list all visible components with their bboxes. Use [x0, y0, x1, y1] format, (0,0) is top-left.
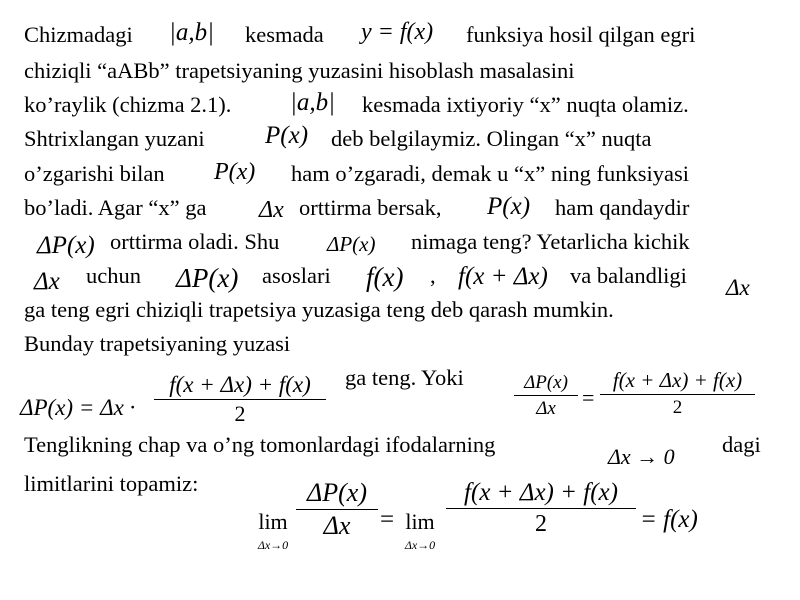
limit-operator [400, 511, 440, 551]
text-line-7-b: nimaga teng? Yetarlicha kichik [411, 229, 690, 254]
equation-3-right-denominator: 2 [535, 511, 547, 537]
limit-subscript: Δx→0 [404, 538, 436, 552]
limit-word: lim [405, 509, 435, 534]
fraction-bar [446, 508, 636, 509]
formula-P-x: P(x) [214, 159, 256, 185]
text-line-4-b: deb belgilaymiz. Olingan “x” nuqta [331, 126, 652, 151]
equals-sign: = [380, 506, 395, 533]
text-line-8-c: , [430, 263, 436, 288]
formula-P-x: P(x) [487, 193, 531, 220]
function-y-equals-fx: y = f(x) [361, 19, 434, 45]
fraction-bar [514, 395, 578, 396]
text-line-1-b: kesmada [245, 22, 324, 47]
equation-3-left-fraction [296, 480, 378, 539]
text-line-6-b: orttirma bersak, [299, 195, 442, 220]
fraction-bar [296, 509, 378, 510]
text-line-2: chiziqli “aABb” trapetsiyaning yuzasini hisoblash masalasini [24, 58, 575, 83]
equation-3-result: = f(x) [640, 506, 698, 533]
equation-2-right-denominator: 2 [672, 397, 683, 418]
formula-delta-x: Δx [34, 268, 60, 295]
equation-3-right-numerator: f(x + Δx) + f(x) [464, 479, 618, 506]
limit-word: lim [258, 509, 288, 534]
formula-delta-P-x: ΔP(x) [176, 263, 239, 293]
formula-f-x-plus-delta-x: f(x + Δx) [458, 263, 548, 290]
text-line-1-a: Chizmadagi [24, 22, 133, 47]
text-line-1-c: funksiya hosil qilgan egri [466, 22, 696, 47]
text-line-7-a: orttirma oladi. Shu [110, 229, 280, 254]
limit-subscript: Δx→0 [257, 538, 289, 552]
text-line-6-a: bo’ladi. Agar “x” ga [24, 195, 207, 220]
text-line-8-b: asoslari [262, 263, 331, 288]
limit-operator [253, 511, 293, 551]
equation-3-right-fraction [446, 480, 636, 536]
formula-delta-P-x: ΔP(x) [327, 232, 376, 256]
equation-1-numerator: f(x + Δx) + f(x) [169, 372, 311, 397]
formula-delta-x: Δx [726, 275, 750, 300]
text-line-9: ga teng egri chiziqli trapetsiya yuzasiga teng deb qarash mumkin. [24, 297, 614, 322]
text-line-10: Bunday trapetsiyaning yuzasi [24, 331, 291, 356]
text-line-4-a: Shtrixlangan yuzani [24, 126, 205, 151]
text-line-6-c: ham qandaydir [555, 195, 690, 220]
formula-f-x: f(x) [366, 262, 404, 292]
equation-1-lhs: ΔP(x) = Δx · [20, 395, 136, 420]
equation-2-right-fraction [600, 370, 755, 417]
text-line-13: limitlarini topamiz: [24, 471, 199, 496]
text-line-11: ga teng. Yoki [345, 365, 464, 390]
formula-P-x: P(x) [265, 122, 309, 149]
segment-ab: |a,b| [169, 19, 214, 46]
fraction-bar [154, 399, 326, 400]
equation-2-numerator: ΔP(x) [524, 372, 568, 393]
text-line-5-a: o’zgarishi bilan [24, 161, 165, 186]
equation-3-numerator: ΔP(x) [307, 478, 367, 507]
formula-delta-x: Δx [259, 197, 284, 223]
formula-delta-P-x: ΔP(x) [37, 232, 95, 259]
text-line-3-a: ko’raylik (chizma 2.1). [24, 92, 232, 117]
equation-1-denominator: 2 [234, 401, 246, 426]
segment-ab: |a,b| [290, 89, 335, 116]
text-line-12-b: dagi [722, 432, 761, 457]
fraction-bar [600, 394, 755, 395]
equals-sign: = [582, 385, 595, 410]
equation-1-fraction [154, 373, 326, 425]
formula-delta-x-to-zero: Δx → 0 [608, 444, 675, 469]
text-line-8-a: uchun [86, 263, 141, 288]
equation-2-left-fraction [514, 373, 578, 418]
text-line-5-b: ham o’zgaradi, demak u “x” ning funksiyasi [291, 161, 690, 186]
equation-2-right-numerator: f(x + Δx) + f(x) [612, 368, 743, 392]
equation-2-denominator: Δx [536, 398, 556, 419]
text-line-3-b: kesmada ixtiyoriy “x” nuqta olamiz. [362, 92, 689, 117]
equation-3-denominator: Δx [323, 511, 351, 540]
text-line-8-d: va balandligi [570, 263, 687, 288]
text-line-12-a: Tenglikning chap va o’ng tomonlardagi ifodalarning [24, 432, 496, 457]
